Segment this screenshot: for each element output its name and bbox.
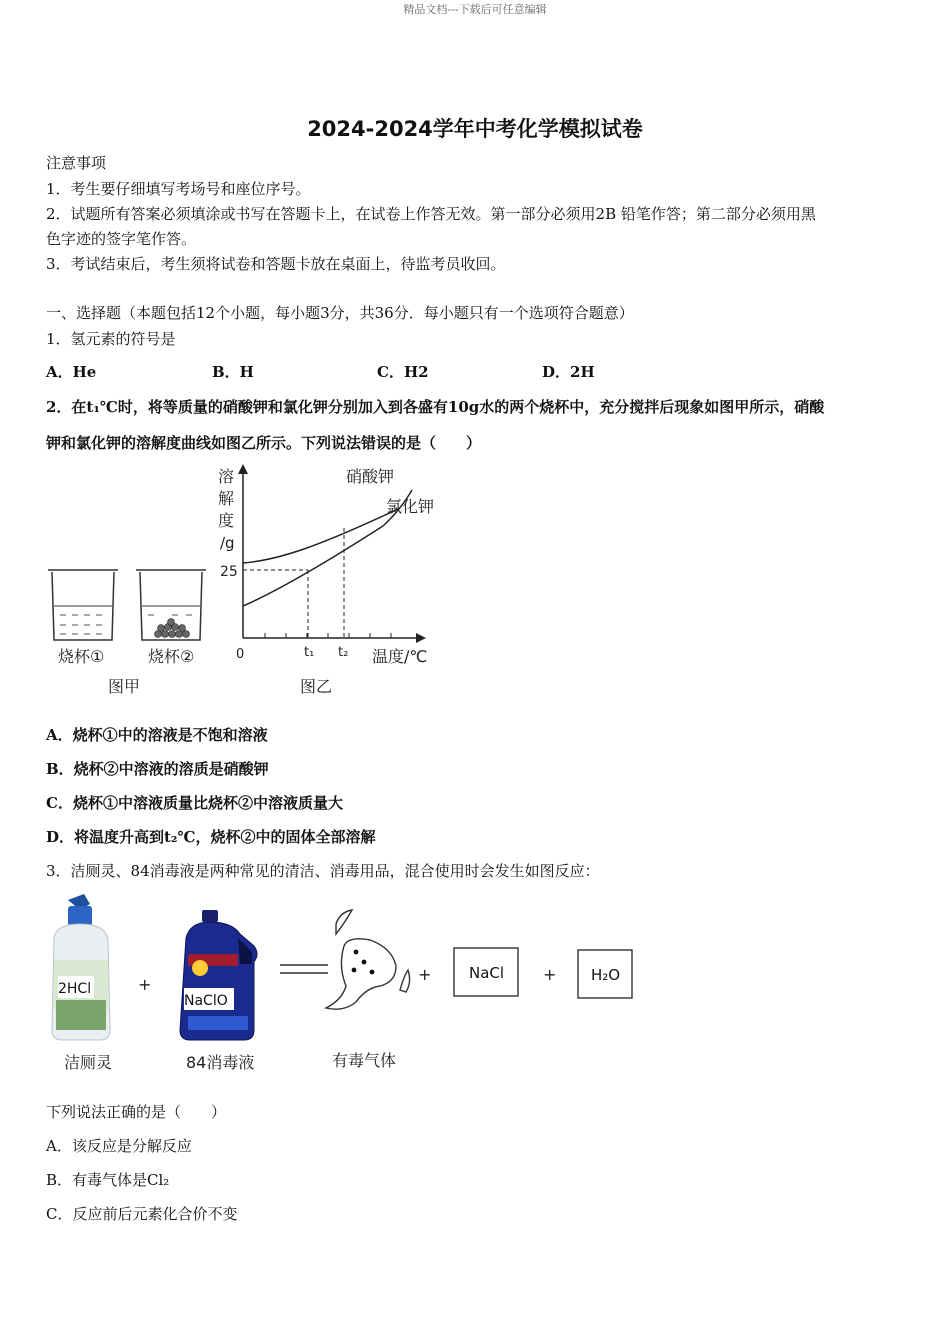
- section-heading: 一、选择题（本题包括12个小题，每小题3分，共36分．每小题只有一个选项符合题意）: [46, 304, 634, 322]
- q1-stem: 1．氢元素的符号是: [46, 330, 176, 348]
- curve-label-kcl: 氯化钾: [386, 497, 435, 516]
- notice-item-1: 1．考生要仔细填写考场号和座位序号。: [46, 180, 311, 198]
- caption-toilet-cleaner: 洁厕灵: [64, 1053, 113, 1072]
- plus-sign-1: +: [138, 975, 152, 994]
- bottle-1-label: 2HCl: [58, 981, 92, 997]
- notice-item-2b: 色字迹的签字笔作答。: [46, 230, 197, 248]
- beaker-1-label: 烧杯①: [58, 647, 105, 666]
- q3-sub-question: 下列说法正确的是（ ）: [46, 1103, 227, 1121]
- q3-option-c: C．反应前后元素化合价不变: [46, 1205, 238, 1223]
- gas-particles: [352, 950, 375, 975]
- plus-sign-3: +: [543, 965, 557, 984]
- q2-stem-line2: 钾和氯化钾的溶解度曲线如图乙所示。下列说法错误的是（ ）: [46, 434, 482, 452]
- figure-a-caption: 图甲: [108, 677, 141, 696]
- curve-label-kno3: 硝酸钾: [346, 467, 395, 486]
- q3-option-b: B．有毒气体是Cl₂: [46, 1171, 170, 1189]
- notice-heading: 注意事项: [46, 154, 107, 172]
- q2-option-a: A．烧杯①中的溶液是不饱和溶液: [46, 726, 268, 744]
- notice-item-3: 3．考试结束后，考生须将试卷和答题卡放在桌面上，待监考员收回。: [46, 255, 506, 273]
- q1-option-b: B．H: [212, 363, 254, 381]
- bottle-2-label: NaClO: [184, 993, 228, 1009]
- q2-option-c: C．烧杯①中溶液质量比烧杯②中溶液质量大: [46, 794, 343, 812]
- toxic-gas-cloud: [326, 910, 410, 1009]
- caption-disinfectant: 84消毒液: [186, 1053, 255, 1072]
- q3-stem: 3．洁厕灵、84消毒液是两种常见的清洁、消毒用品，混合使用时会发生如图反应：: [46, 862, 600, 880]
- beaker-2: [136, 570, 206, 640]
- y-label-3: 度: [218, 511, 235, 530]
- y-label-2: 解: [218, 489, 235, 508]
- q2-figure: [40, 460, 460, 700]
- q2-stem-line1: 2．在t₁℃时，将等质量的硝酸钾和氯化钾分别加入到各盛有10g水的两个烧杯中，充分搅拌后现象如图甲所示，硝酸: [46, 398, 825, 416]
- product-1: NaCl: [469, 964, 505, 982]
- q3-option-a: A．该反应是分解反应: [46, 1137, 192, 1155]
- notice-item-2a: 2．试题所有答案必须填涂或书写在答题卡上，在试卷上作答无效。第一部分必须用2B 铅笔作答；第二部分必须用黑: [46, 205, 816, 223]
- origin-label: 0: [236, 647, 245, 662]
- x-axis-label: 温度/℃: [372, 647, 428, 666]
- caption-toxic-gas: 有毒气体: [332, 1051, 397, 1070]
- disinfectant-bottle: [180, 910, 257, 1040]
- q2-option-b: B．烧杯②中溶液的溶质是硝酸钾: [46, 760, 269, 778]
- y-label-1: 溶: [218, 467, 235, 486]
- figure-b-caption: 图乙: [300, 677, 333, 696]
- q3-figure: [40, 890, 650, 1080]
- y-label-4: /g: [220, 534, 235, 552]
- product-2: H₂O: [591, 966, 621, 984]
- beaker-2-label: 烧杯②: [148, 647, 195, 666]
- page-title: 2024-2024学年中考化学模拟试卷: [307, 117, 643, 141]
- beaker-1: [48, 570, 118, 640]
- equals-sign: [280, 965, 328, 973]
- t2-label: t₂: [338, 645, 349, 660]
- page-header: 精品文档---下载后可任意编辑: [403, 3, 547, 16]
- y-tick-25: 25: [220, 564, 238, 580]
- q2-option-d: D．将温度升高到t₂℃，烧杯②中的固体全部溶解: [46, 828, 376, 846]
- t1-label: t₁: [304, 645, 315, 660]
- q1-option-a: A．He: [46, 363, 97, 381]
- q1-option-d: D．2H: [542, 363, 595, 381]
- q1-option-c: C．H2: [377, 363, 429, 381]
- solubility-graph: [238, 464, 426, 643]
- toilet-cleaner-bottle: [52, 894, 110, 1040]
- plus-sign-2: +: [418, 965, 432, 984]
